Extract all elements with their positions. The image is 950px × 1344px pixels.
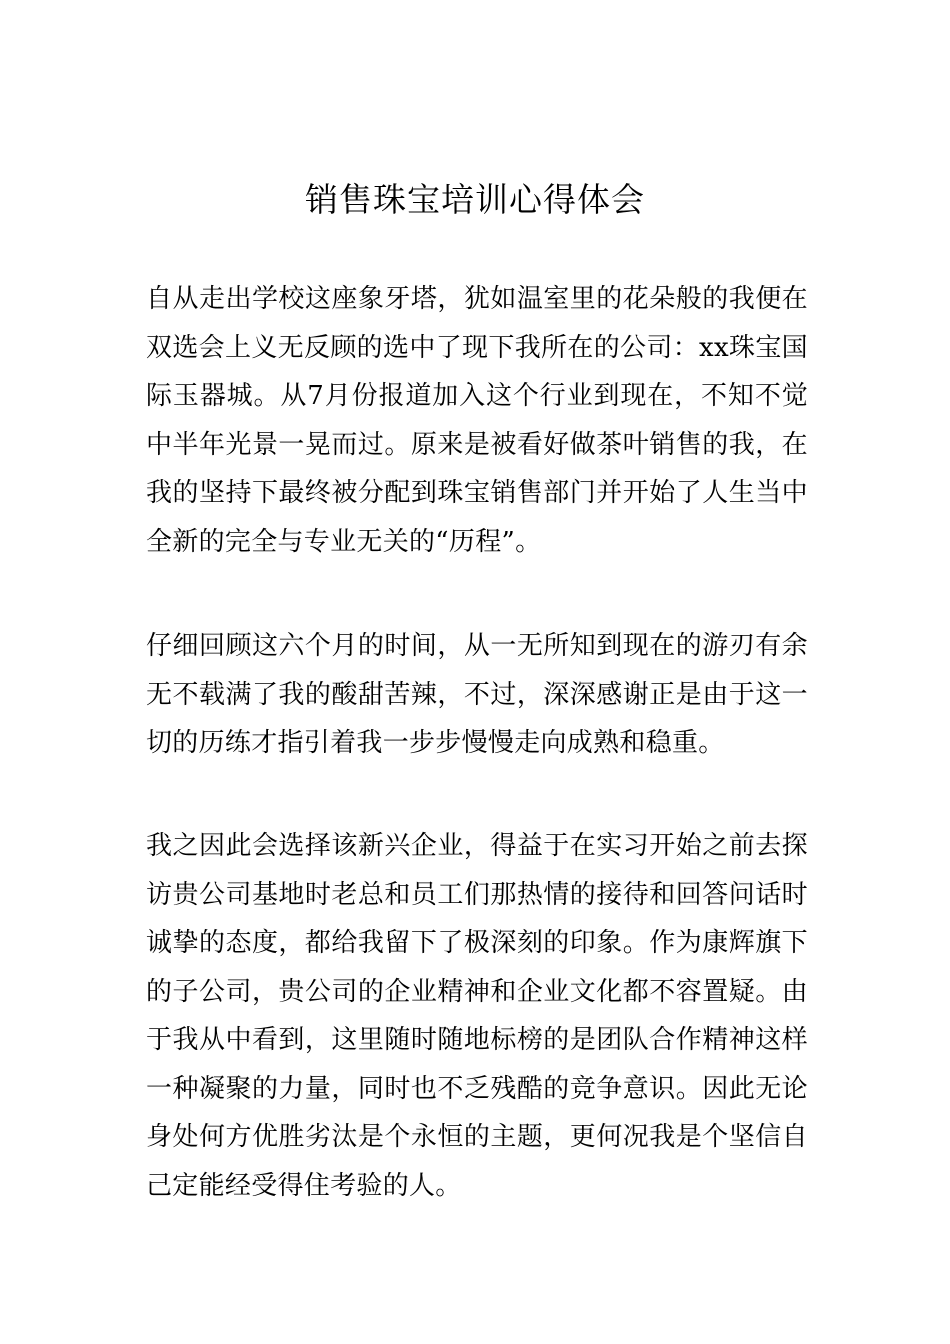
document-title: 销售珠宝培训心得体会 — [305, 180, 645, 219]
paragraph-3: 我之因此会选择该新兴企业，得益于在实习开始之前去探访贵公司基地时老总和员工们那热情的接待和回答问话时诚挚的态度，都给我留下了极深刻的印象。作为康辉旗下的子公司，贵公司的企业精神和企业文化都不容置疑。由于我从中看到，这里随时随地标榜的是团队合作精神这样一种凝聚的力量，同时也不乏残酷的竞争意识。因此无论身处何方优胜劣汰是个永恒的主题，更何况我是个坚信自己定能经受得住考验的人。 — [146, 831, 808, 1201]
paragraph-1: 自从走出学校这座象牙塔，犹如温室里的花朵般的我便在双选会上义无反顾的选中了现下我所在的公司：xx珠宝国际玉器城。从7月份报道加入这个行业到现在，不知不觉中半年光景一晃而过。原来是被看好做茶叶销售的我，在我的坚持下最终被分配到珠宝销售部门并开始了人生当中全新的完全与专业无关的“历程”。 — [146, 284, 808, 557]
paragraph-2: 仔细回顾这六个月的时间，从一无所知到现在的游刃有余无不载满了我的酸甜苦辣，不过，深深感谢正是由于这一切的历练才指引着我一步步慢慢走向成熟和稳重。 — [146, 631, 808, 758]
